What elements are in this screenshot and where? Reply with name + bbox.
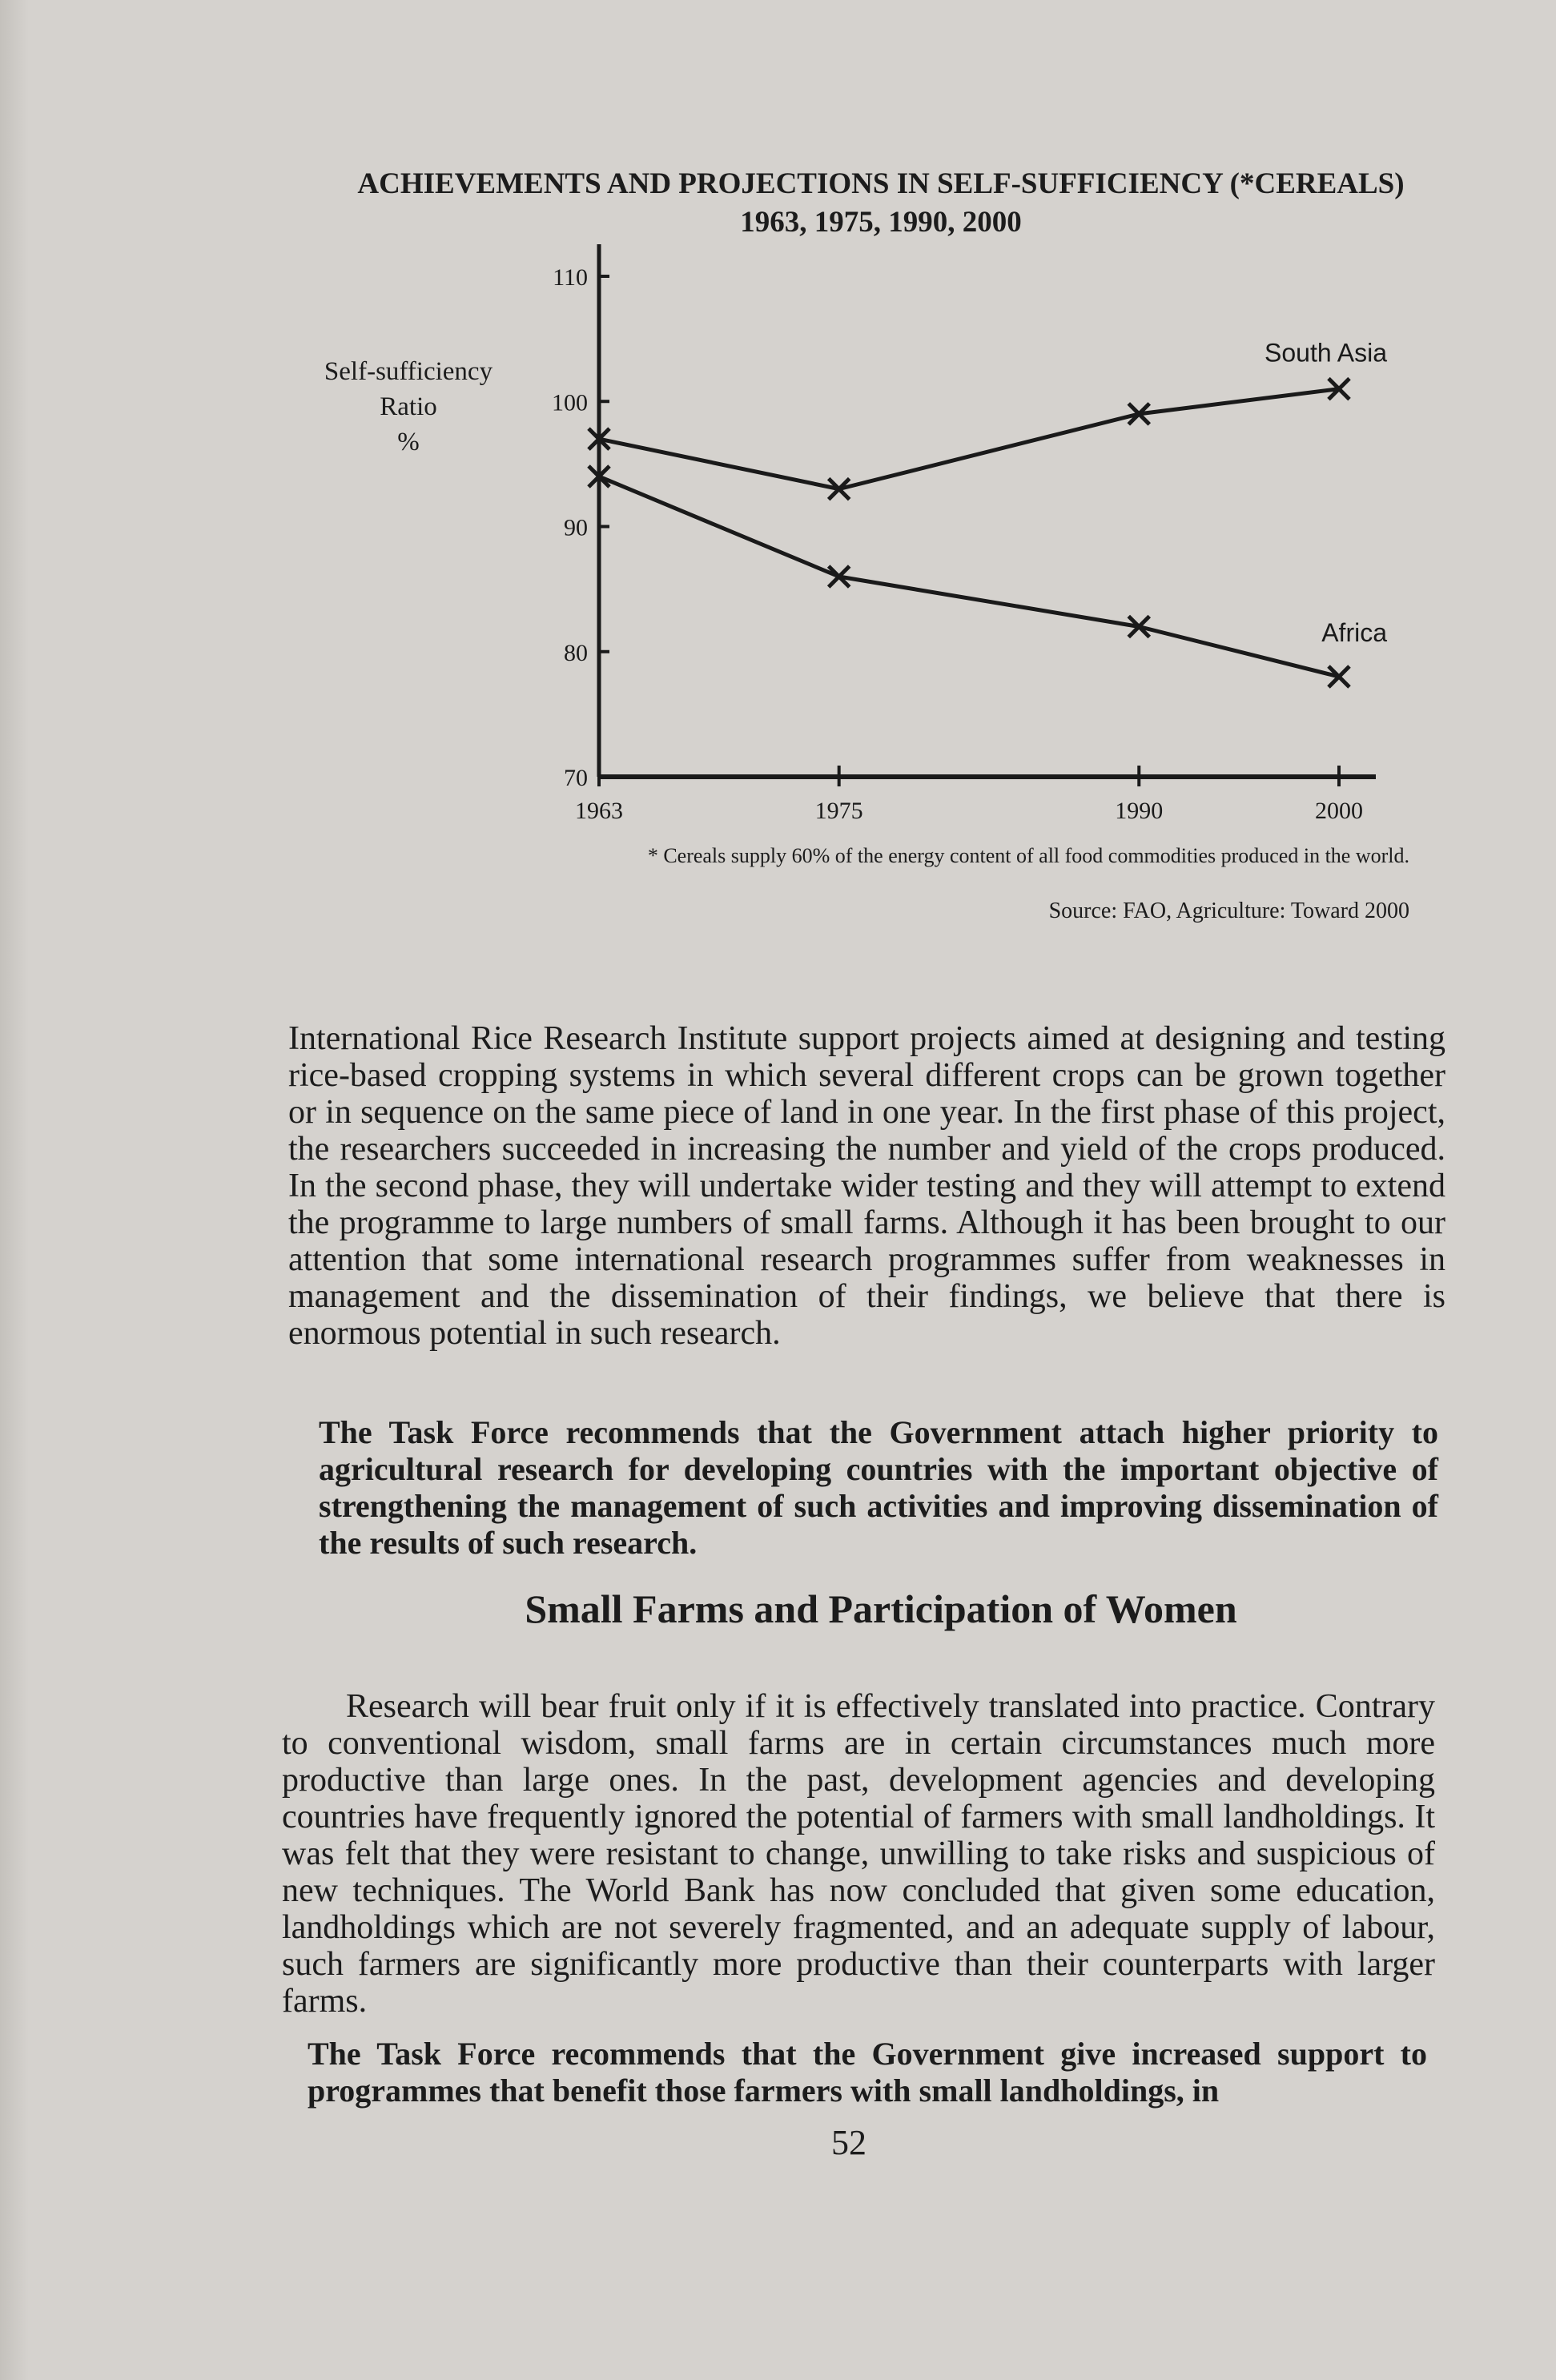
chart-source: Source: FAO, Agriculture: Toward 2000 bbox=[1048, 899, 1409, 923]
x-tick-label: 1975 bbox=[814, 798, 863, 824]
recommendation-paragraph: The Task Force recommends that the Government attach higher priority to agricultural research for developing countries with the important objective of strengthening the management of such activities and improving dissemination of the results of such research. bbox=[319, 1414, 1438, 1561]
chart-subtitle: 1963, 1975, 1990, 2000 bbox=[740, 206, 1022, 239]
body-paragraph: International Rice Research Institute support projects aimed at designing and testing rice-based cropping systems in which several different crops can be grown together or in sequence on the same piece of land in one year. In the first phase of this project, the researchers succeeded in increasing the number and yield of the crops produced. In the second phase, they will undertake wider testing and they will attempt to extend the programme to large numbers of small farms. Although it has been brought to our attention that some international research programmes suffer from weaknesses in management and the dissemination of their findings, we believe that there is enormous potential in such research. bbox=[288, 1020, 1445, 1352]
body-paragraph bbox=[282, 1688, 1435, 2020]
recommendation-paragraph: The Task Force recommends that the Government give increased support to programmes that benefit those farmers with small landholdings, in bbox=[308, 2036, 1427, 2109]
y-tick-label: 90 bbox=[564, 514, 588, 541]
series-label: South Asia bbox=[1265, 338, 1387, 368]
x-tick-label: 2000 bbox=[1315, 798, 1363, 824]
y-tick-label: 70 bbox=[564, 765, 588, 791]
y-tick-label: 110 bbox=[553, 264, 588, 291]
y-axis-label-line: % bbox=[397, 428, 420, 456]
y-axis-label-line: Ratio bbox=[380, 392, 437, 421]
y-axis-label-line: Self-sufficiency bbox=[324, 357, 493, 386]
series-line bbox=[599, 476, 1339, 677]
page-number: 52 bbox=[831, 2123, 866, 2162]
section-heading: Small Farms and Participation of Women bbox=[525, 1586, 1237, 1631]
series-label: Africa bbox=[1321, 618, 1387, 647]
y-tick-label: 100 bbox=[552, 389, 588, 416]
series-line bbox=[599, 389, 1339, 489]
body-paragraph-text: Research will bear fruit only if it is effectively translated into practice. Contrary to conventional wisdom, small farms are in certain circumstances much more productive than large ones. In the past, development agencies and developing countries have frequently ignored the potential of farmers with small landholdings. It was felt that they were resistant to change, unwilling to take risks and suspicious of new techniques. The World Bank has now concluded that given some education, landholdings which are not severely fragmented, and an adequate supply of labour, such farmers are significantly more productive than their counterparts with larger farms. bbox=[282, 1688, 1435, 2020]
chart-title: ACHIEVEMENTS AND PROJECTIONS IN SELF-SUFFICIENCY (*CEREALS) bbox=[357, 167, 1405, 200]
y-tick-label: 80 bbox=[564, 639, 588, 666]
line-chart bbox=[0, 0, 1556, 921]
x-tick-label: 1990 bbox=[1115, 798, 1164, 824]
x-tick-label: 1963 bbox=[575, 798, 623, 824]
chart-footnote: * Cereals supply 60% of the energy content of all food commodities produced in the world. bbox=[647, 844, 1409, 867]
